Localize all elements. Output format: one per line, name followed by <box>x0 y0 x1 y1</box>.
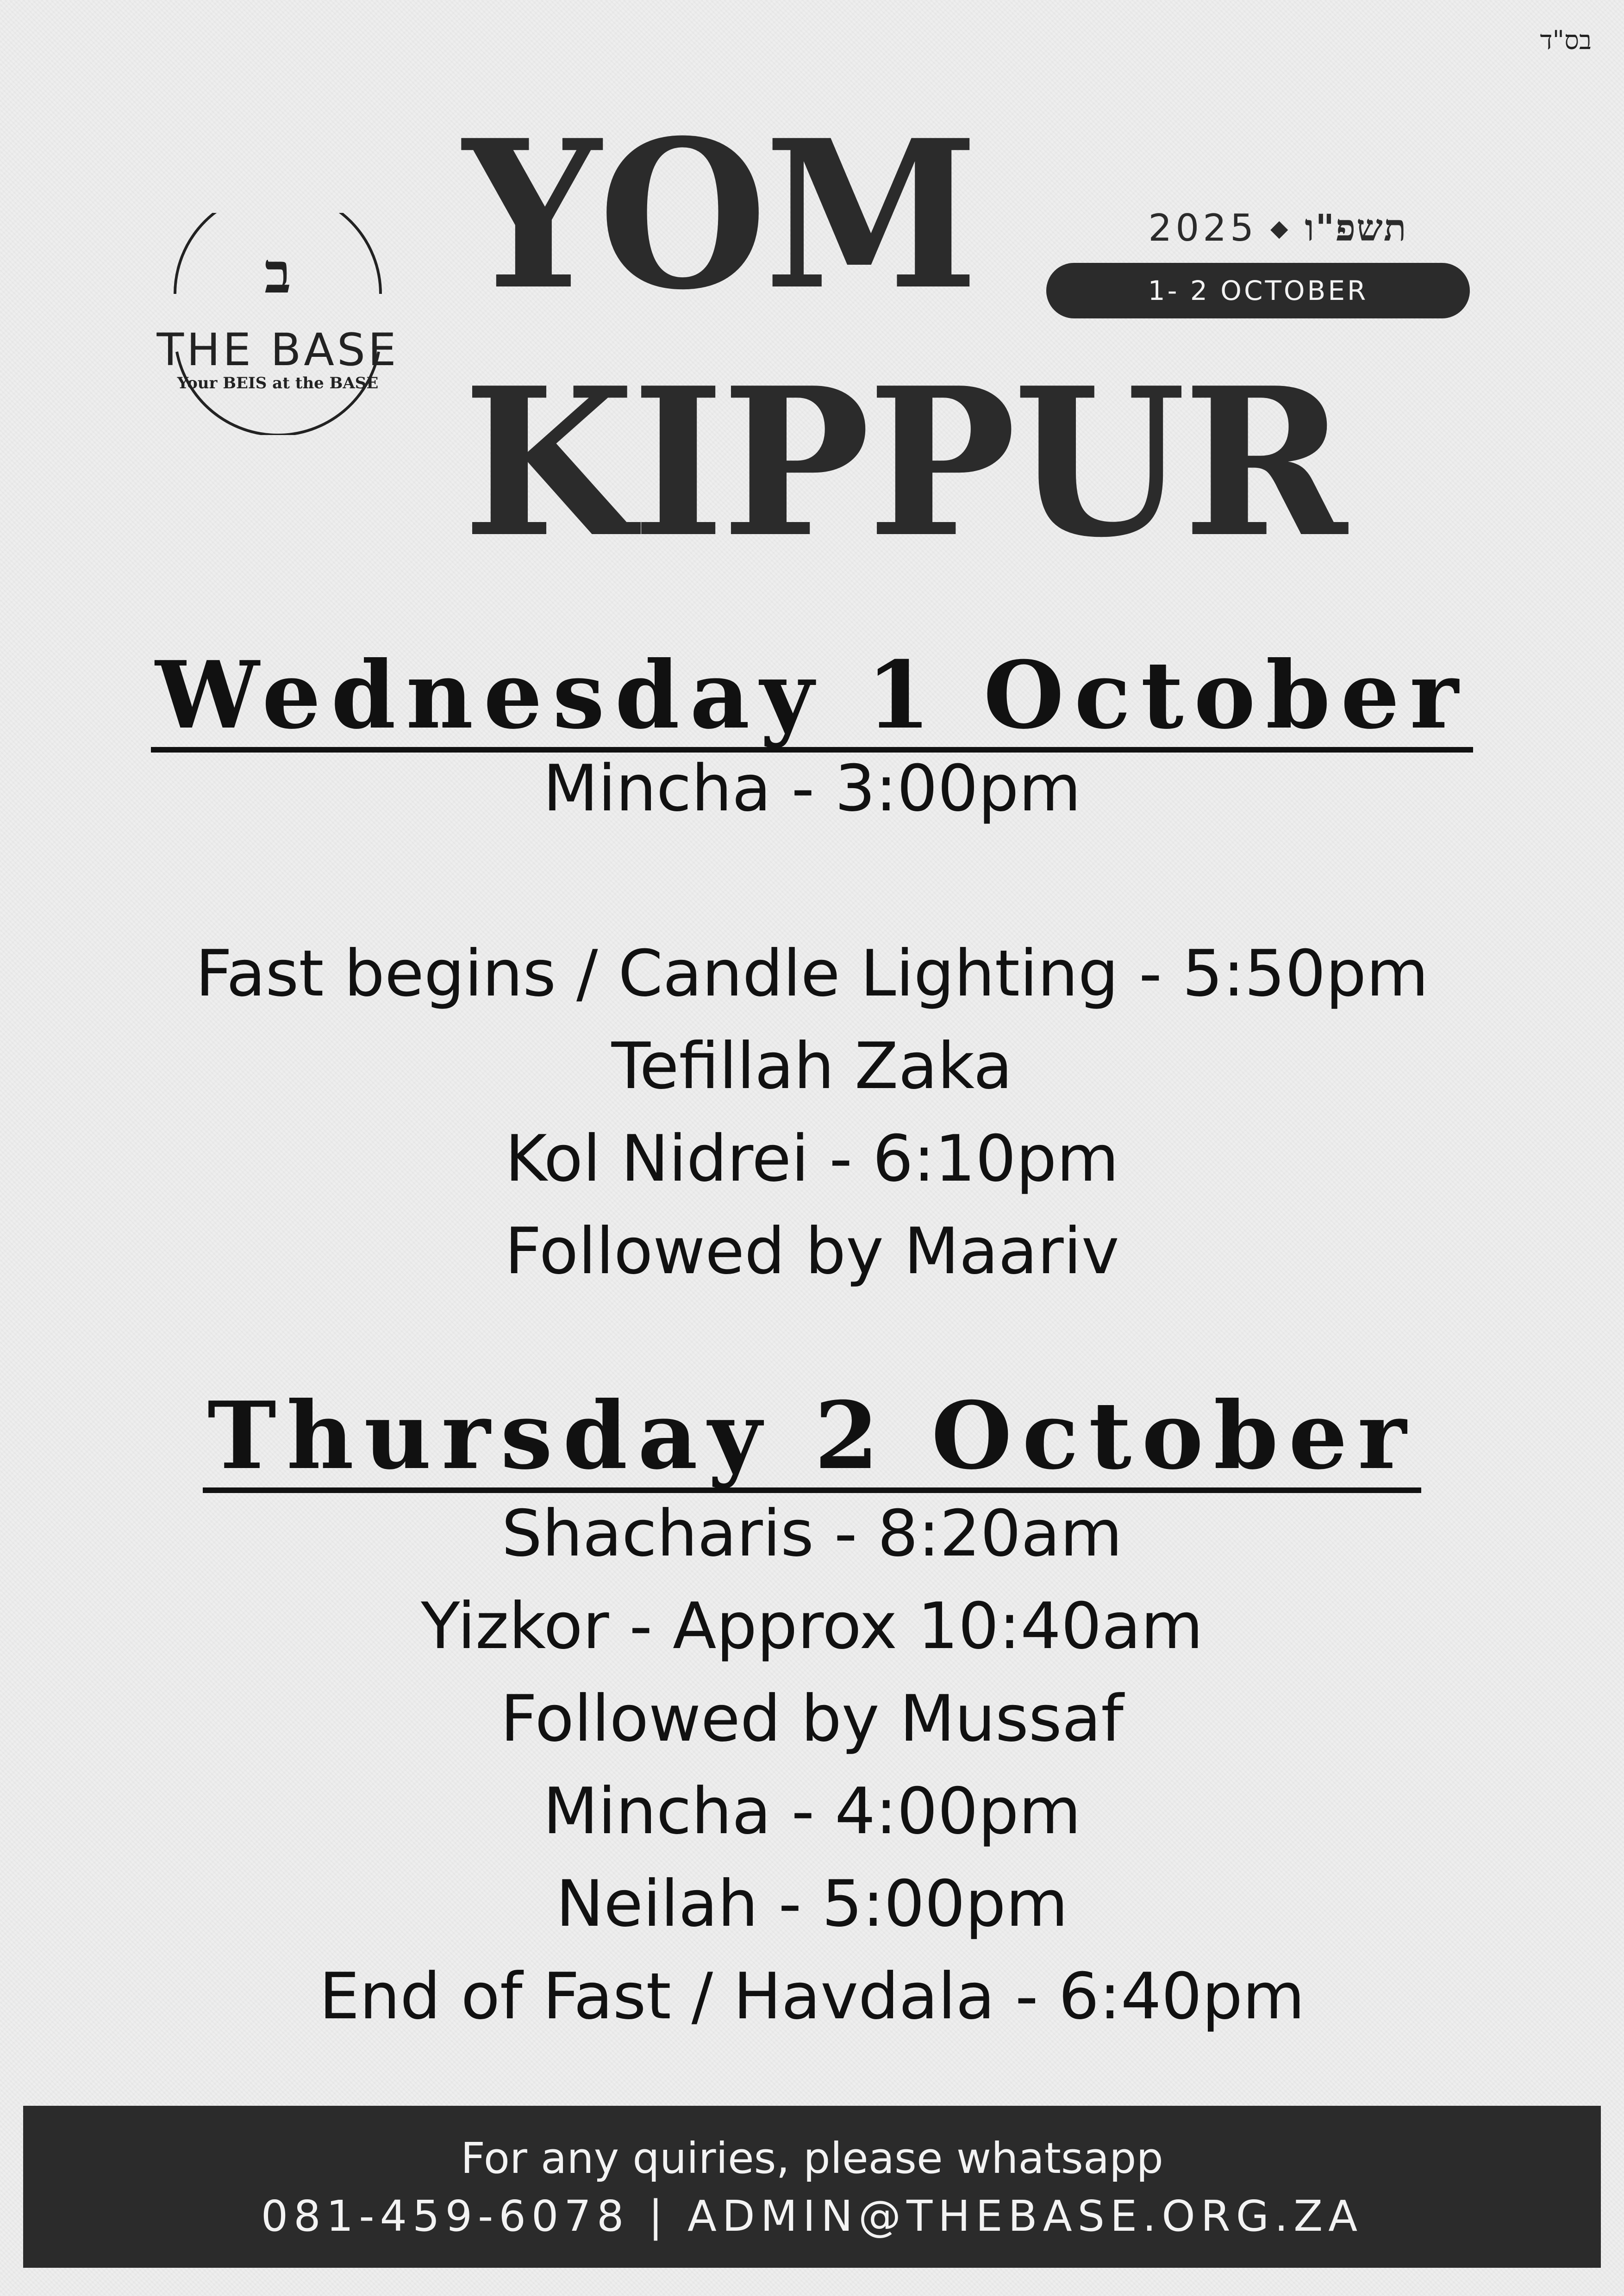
day-heading-thursday <box>0 1381 1624 1493</box>
schedule-line: Mincha - 3:00pm <box>543 751 1081 826</box>
title-yom: YOM <box>463 95 976 335</box>
schedule-line: Followed by Mussaf <box>500 1681 1124 1756</box>
logo-letter: ב <box>264 241 291 306</box>
day-heading-text: Thursday 2 October <box>203 1388 1421 1493</box>
footer-contact: 081-459-6078 | ADMIN@THEBASE.ORG.ZA <box>261 2191 1363 2241</box>
logo-tagline: Your BEIS at the BASE <box>177 374 379 392</box>
schedule-line: End of Fast / Havdala - 6:40pm <box>319 1959 1305 2034</box>
day-heading-text: Wednesday 1 October <box>151 647 1474 753</box>
hebrew-year: תשפ"ו <box>1305 206 1407 249</box>
contact-footer <box>23 2106 1601 2268</box>
schedule-line: Kol Nidrei - 6:10pm <box>505 1121 1119 1196</box>
bsd-mark: בס"ד <box>1540 25 1592 56</box>
schedule-line: Yizkor - Approx 10:40am <box>421 1589 1203 1663</box>
logo-name: THE BASE <box>156 324 399 376</box>
diamond-icon: ◆ <box>1270 215 1292 242</box>
schedule-line: Followed by Maariv <box>505 1214 1119 1288</box>
schedule-line: Fast begins / Candle Lighting - 5:50pm <box>195 936 1429 1011</box>
date-pill: 1- 2 OCTOBER <box>1046 263 1470 318</box>
schedule-line: Shacharis - 8:20am <box>501 1496 1123 1571</box>
schedule-line: Neilah - 5:00pm <box>556 1867 1068 1941</box>
schedule-line: Mincha - 4:00pm <box>543 1774 1081 1848</box>
day-heading-wednesday <box>0 641 1624 753</box>
title-kippur: KIPPUR <box>463 343 1345 582</box>
year-line <box>1079 206 1477 250</box>
schedule-line: Tefillah Zaka <box>611 1029 1013 1103</box>
year-number: 2025 <box>1148 206 1258 249</box>
footer-message: For any quiries, please whatsapp <box>461 2134 1163 2183</box>
the-base-logo <box>153 213 403 435</box>
